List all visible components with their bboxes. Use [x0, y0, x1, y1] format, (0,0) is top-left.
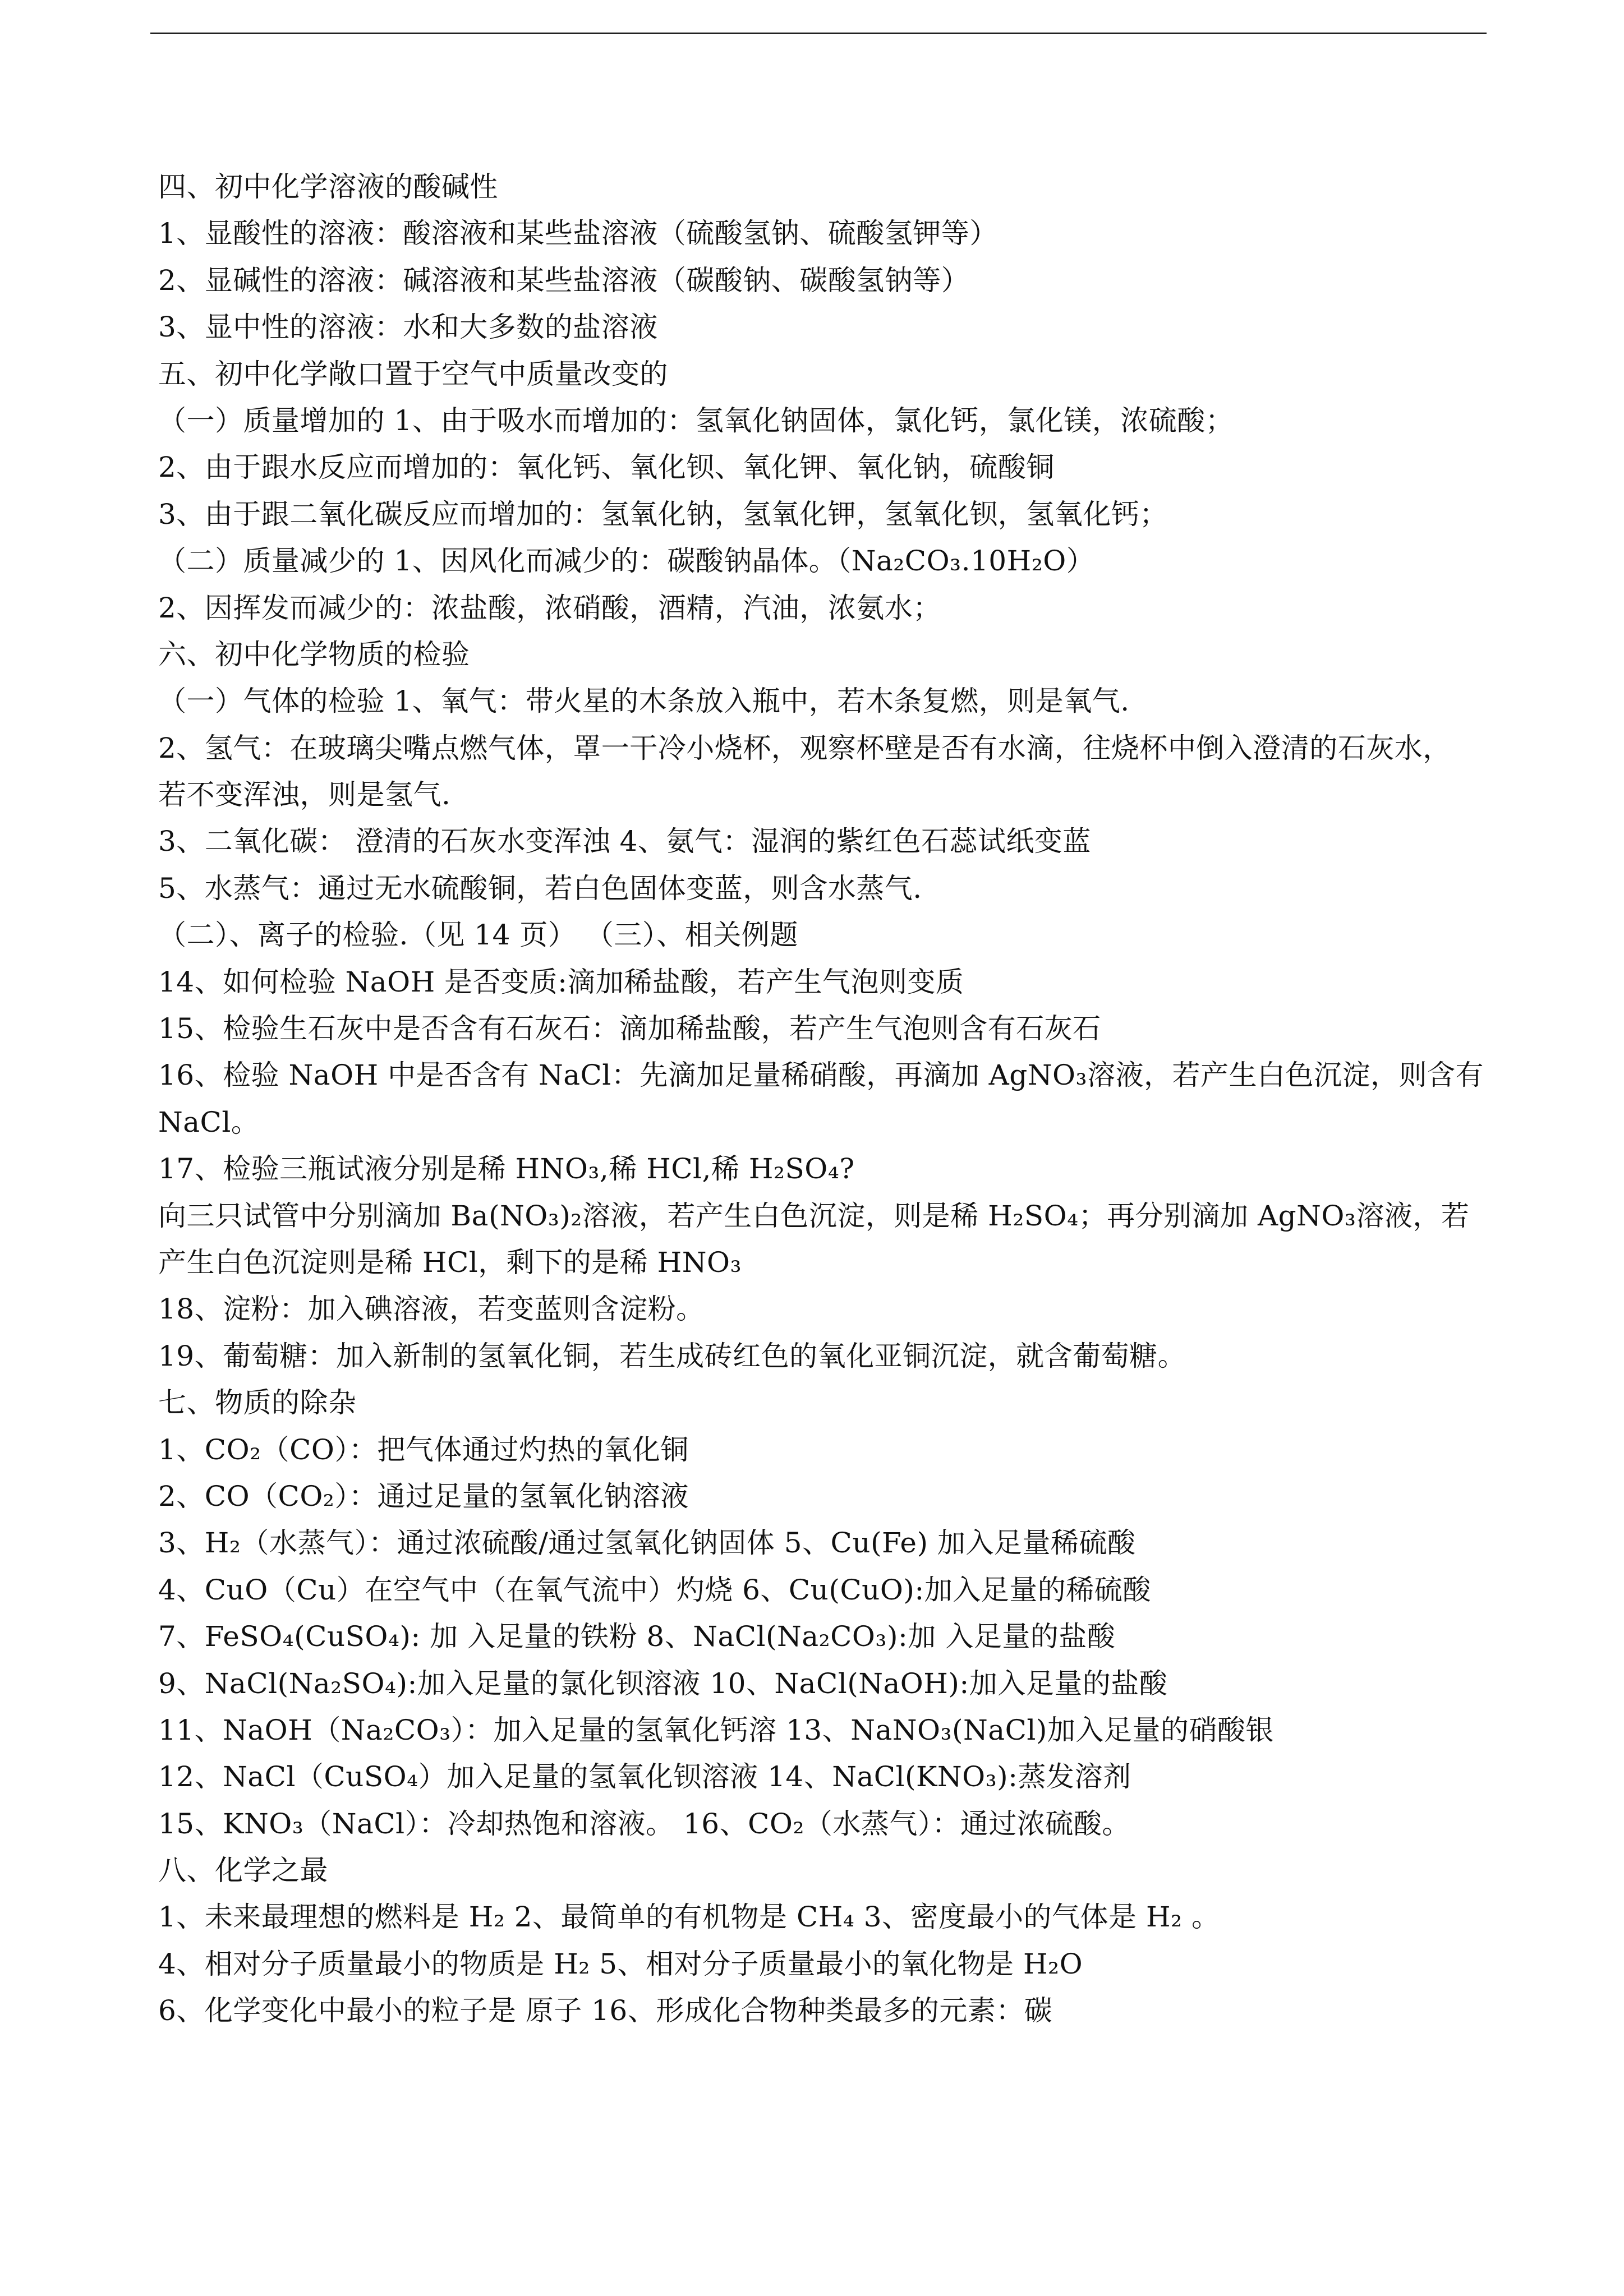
- text-line: 若不变浑浊，则是氢气.: [158, 778, 451, 812]
- text-line: 17、检验三瓶试液分别是稀 HNO₃,稀 HCl,稀 H₂SO₄?: [158, 1152, 855, 1186]
- text-line: 18、淀粉：加入碘溶液，若变蓝则含淀粉。: [158, 1293, 705, 1326]
- text-line: 3、显中性的溶液：水和大多数的盐溶液: [158, 311, 658, 344]
- text-line: 1、显酸性的溶液：酸溶液和某些盐溶液（硫酸氢钠、硫酸氢钾等）: [158, 217, 998, 250]
- text-line: 16、检验 NaOH 中是否含有 NaCl：先滴加足量稀硝酸，再滴加 AgNO₃溶液，若产生白色沉淀，则含有: [158, 1059, 1484, 1092]
- text-line: 产生白色沉淀则是稀 HCl，剩下的是稀 HNO₃: [158, 1246, 742, 1279]
- text-line: NaCl。: [158, 1105, 260, 1138]
- text-line: 1、CO₂（CO）：把气体通过灼热的氧化铜: [158, 1433, 689, 1466]
- text-line: 4、CuO（Cu）在空气中（在氧气流中）灼烧 6、Cu(CuO):加入足量的稀硫酸: [158, 1573, 1151, 1606]
- text-line: 1、未来最理想的燃料是 H₂ 2、最简单的有机物是 CH₄ 3、密度最小的气体是 H₂ 。: [158, 1901, 1220, 1934]
- text-line: 7、FeSO₄(CuSO₄): 加 入足量的铁粉 8、NaCl(Na₂CO₃):加 入足量的盐酸: [158, 1620, 1116, 1653]
- text-line: 2、因挥发而减少的：浓盐酸，浓硝酸，酒精，汽油，浓氨水；: [158, 591, 941, 624]
- header-rule: [150, 33, 1487, 34]
- text-line: 11、NaOH（Na₂CO₃）：加入足量的氢氧化钙溶 13、NaNO₃(NaCl)加入足量的硝酸银: [158, 1713, 1274, 1746]
- section-heading: 四、初中化学溶液的酸碱性: [158, 170, 498, 203]
- text-line: 2、显碱性的溶液：碱溶液和某些盐溶液（碳酸钠、碳酸氢钠等）: [158, 264, 970, 297]
- text-line: 15、KNO₃（NaCl）：冷却热饱和溶液。 16、CO₂（水蒸气）：通过浓硫酸。: [158, 1807, 1130, 1840]
- text-line: （二）质量减少的 1、因风化而减少的：碳酸钠晶体。（Na₂CO₃.10H₂O）: [158, 545, 1095, 578]
- text-line: 2、氢气：在玻璃尖嘴点燃气体，罩一干冷小烧杯，观察杯壁是否有水滴，往烧杯中倒入澄清的石灰水，: [158, 731, 1451, 764]
- section-heading: 七、物质的除杂: [158, 1386, 357, 1419]
- text-line: （一）气体的检验 1、氧气：带火星的木条放入瓶中，若木条复燃，则是氧气.: [158, 685, 1130, 718]
- document-body: [158, 164, 1482, 2035]
- text-line: 2、CO（CO₂）：通过足量的氢氧化钠溶液: [158, 1479, 689, 1513]
- text-line: 6、化学变化中最小的粒子是 原子 16、形成化合物种类最多的元素：碳: [158, 1994, 1053, 2027]
- text-line: 3、二氧化碳： 澄清的石灰水变浑浊 4、氨气：湿润的紫红色石蕊试纸变蓝: [158, 825, 1091, 858]
- text-line: 15、检验生石灰中是否含有石灰石：滴加稀盐酸，若产生气泡则含有石灰石: [158, 1012, 1101, 1045]
- text-line: 5、水蒸气：通过无水硫酸铜，若白色固体变蓝，则含水蒸气.: [158, 872, 922, 905]
- section-heading: 六、初中化学物质的检验: [158, 638, 470, 671]
- section-heading: 五、初中化学敞口置于空气中质量改变的: [158, 357, 668, 390]
- section-heading: 八、化学之最: [158, 1854, 328, 1887]
- text-line: 4、相对分子质量最小的物质是 H₂ 5、相对分子质量最小的氧化物是 H₂O: [158, 1947, 1083, 1980]
- text-line: 9、NaCl(Na₂SO₄):加入足量的氯化钡溶液 10、NaCl(NaOH):加入足量的盐酸: [158, 1667, 1168, 1700]
- text-line: 12、NaCl（CuSO₄）加入足量的氢氧化钡溶液 14、NaCl(KNO₃):蒸发溶剂: [158, 1760, 1131, 1794]
- text-line: 19、葡萄糖：加入新制的氢氧化铜，若生成砖红色的氧化亚铜沉淀，就含葡萄糖。: [158, 1339, 1186, 1372]
- text-line: 3、H₂（水蒸气）：通过浓硫酸/通过氢氧化钠固体 5、Cu(Fe) 加入足量稀硫酸: [158, 1527, 1136, 1560]
- text-line: （二）、离子的检验.（见 14 页） （三）、相关例题: [158, 919, 798, 952]
- text-line: 14、如何检验 NaOH 是否变质:滴加稀盐酸，若产生气泡则变质: [158, 965, 964, 998]
- text-line: 2、由于跟水反应而增加的：氧化钙、氧化钡、氧化钾、氧化钠，硫酸铜: [158, 451, 1055, 484]
- text-line: 向三只试管中分别滴加 Ba(NO₃)₂溶液，若产生白色沉淀，则是稀 H₂SO₄；再分别滴加 AgNO₃溶液，若: [158, 1199, 1470, 1232]
- text-line: （一）质量增加的 1、由于吸水而增加的：氢氧化钠固体，氯化钙，氯化镁，浓硫酸；: [158, 404, 1234, 437]
- text-line: 3、由于跟二氧化碳反应而增加的：氢氧化钠，氢氧化钾，氢氧化钡，氢氧化钙；: [158, 497, 1168, 531]
